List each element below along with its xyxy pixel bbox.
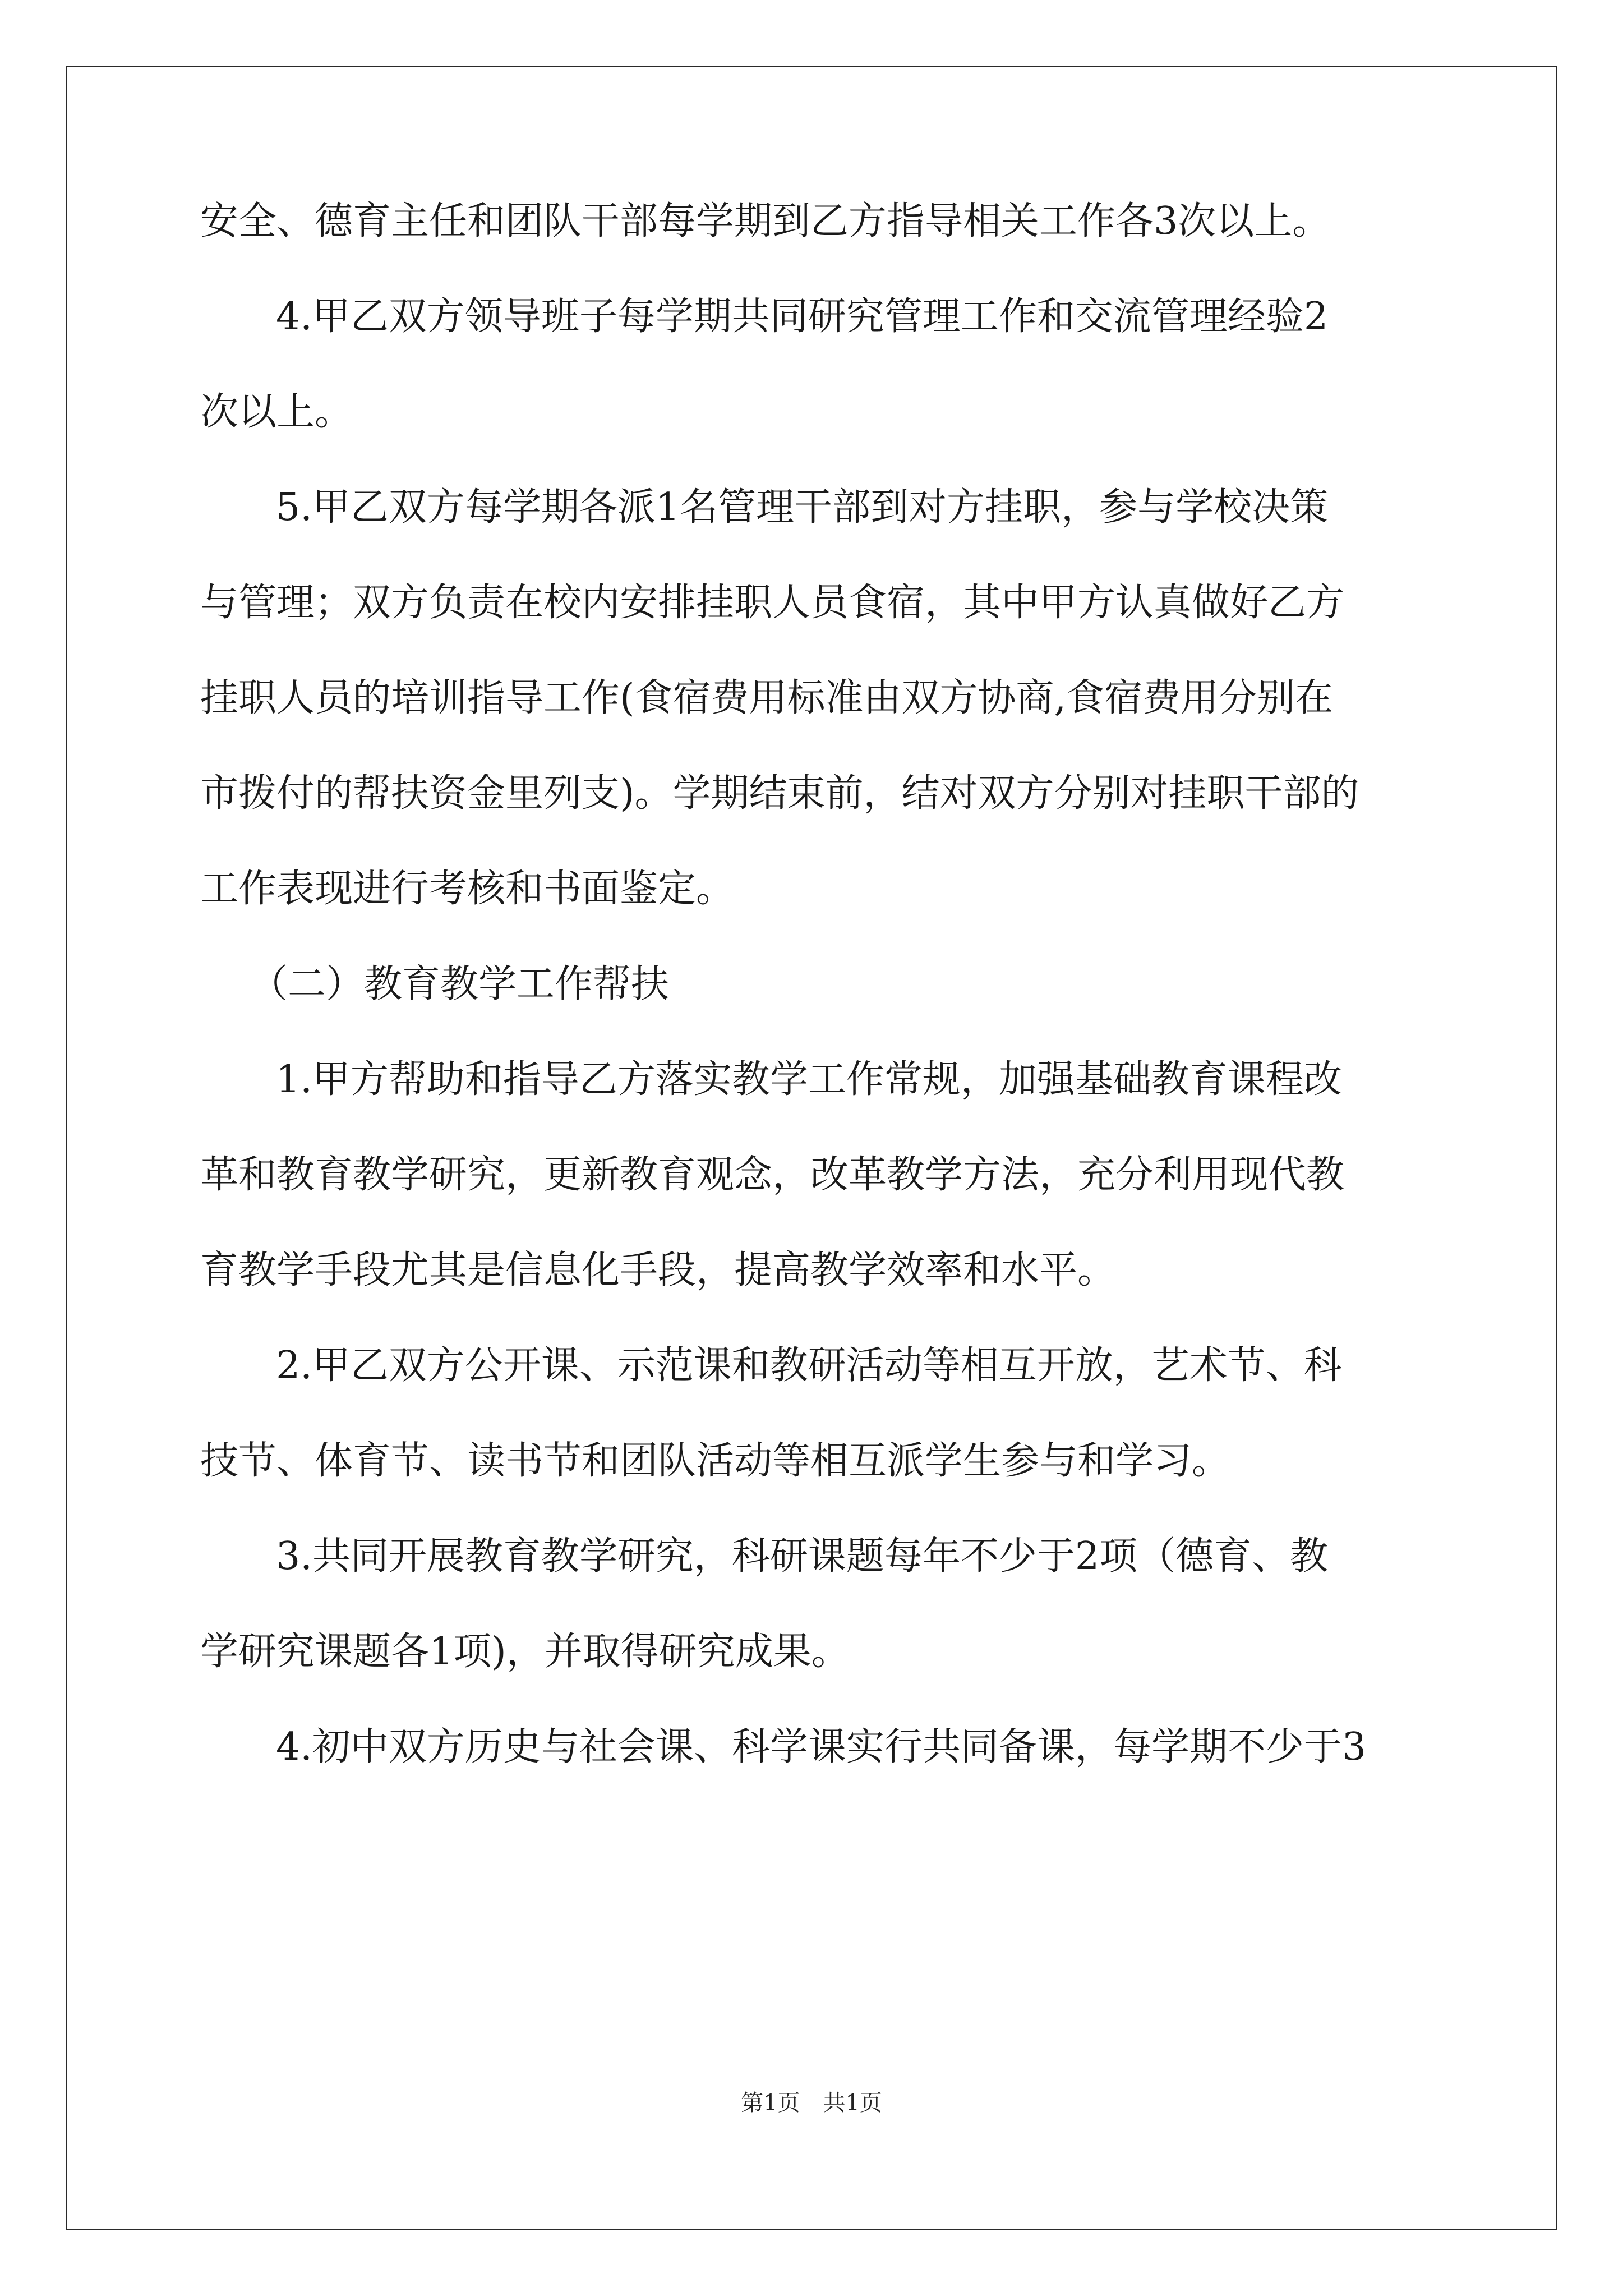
page-total: 共1页 bbox=[823, 2090, 882, 2116]
text-line: 次以上。 bbox=[200, 390, 353, 434]
text-line: 4.初中双方历史与社会课、科学课实行共同备课，每学期不少于3 bbox=[276, 1725, 1367, 1769]
page-number: 第1页 bbox=[741, 2090, 800, 2116]
text-line: 技节、体育节、读书节和团队活动等相互派学生参与和学习。 bbox=[200, 1439, 1230, 1483]
text-line: 2.甲乙双方公开课、示范课和教研活动等相互开放，艺术节、科 bbox=[276, 1343, 1342, 1388]
text-line: 育教学手段尤其是信息化手段，提高教学效率和水平。 bbox=[200, 1248, 1116, 1292]
text-line: 挂职人员的培训指导工作(食宿费用标准由双方协商,食宿费用分别在 bbox=[200, 676, 1334, 720]
text-line: 1.甲方帮助和指导乙方落实教学工作常规，加强基础教育课程改 bbox=[276, 1057, 1342, 1102]
text-line: 3.共同开展教育教学研究，科研课题每年不少于2项（德育、教 bbox=[276, 1534, 1329, 1579]
text-line: 5.甲乙双方每学期各派1名管理干部到对方挂职，参与学校决策 bbox=[276, 485, 1329, 530]
text-line: 4.甲乙双方领导班子每学期共同研究管理工作和交流管理经验2 bbox=[276, 295, 1329, 339]
text-line: 安全、德育主任和团队干部每学期到乙方指导相关工作各3次以上。 bbox=[200, 199, 1331, 243]
page-footer bbox=[0, 2089, 1623, 2117]
text-line: 市拨付的帮扶资金里列支)。学期结束前，结对双方分别对挂职干部的 bbox=[200, 771, 1359, 816]
section-heading: （二）教育教学工作帮扶 bbox=[250, 962, 670, 1006]
text-line: 与管理；双方负责在校内安排挂职人员食宿，其中甲方认真做好乙方 bbox=[200, 581, 1345, 625]
text-line: 学研究课题各1项)，并取得研究成果。 bbox=[200, 1630, 850, 1674]
text-line: 革和教育教学研究，更新教育观念，改革教学方法，充分利用现代教 bbox=[200, 1153, 1345, 1197]
text-line: 工作表现进行考核和书面鉴定。 bbox=[200, 867, 735, 911]
